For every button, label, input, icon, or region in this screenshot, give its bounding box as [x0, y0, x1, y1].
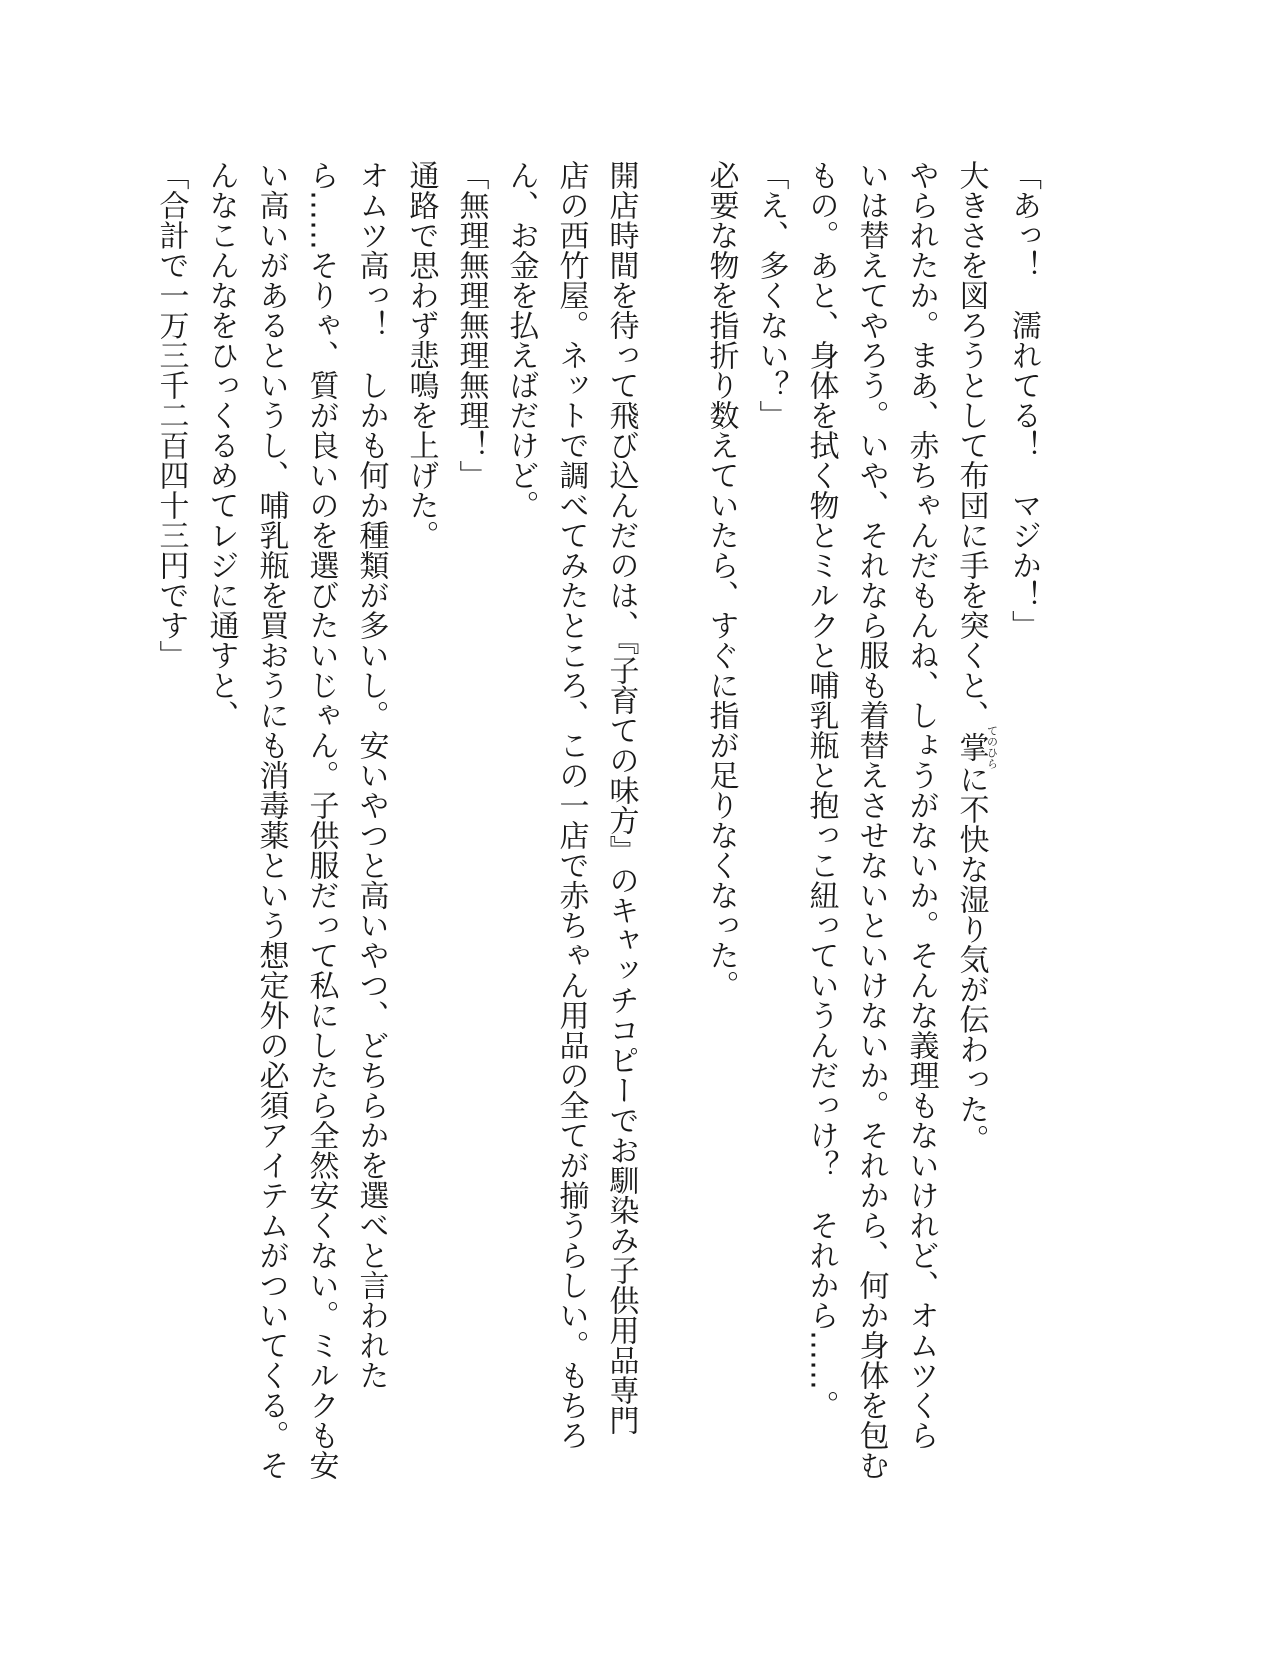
text-line: い高いがあるというし、哺乳瓶を買おうにも消毒薬という想定外の必須アイテムがついてくる。そ — [253, 160, 289, 1480]
text-line: 「え、多くない？」 — [753, 160, 789, 430]
blank-line — [646, 160, 696, 1460]
text-line: んなこんなをひっくるめてレジに通すと、 — [203, 160, 239, 730]
vertical-text-page — [148, 160, 1048, 1480]
text-line: 「合計で一万三千二百四十三円です」 — [153, 160, 189, 670]
ruby-base: 掌 — [953, 725, 989, 769]
text-line: ん、お金を払えばだけど。 — [503, 160, 539, 520]
text-line: 開店時間を待って飛び込んだのは、『子育ての味方』のキャッチコピーでお馴染み子供用品専門 — [603, 160, 639, 1435]
text-segment: に不快な湿り気が伝わった。 — [953, 764, 989, 1154]
text-line: 必要な物を指折り数えていたら、すぐに指が足りなくなった。 — [703, 160, 739, 1000]
text-line: 「あっ！ 濡れてる！ マジか！」 — [1006, 160, 1041, 640]
ruby-reading: てのひら — [985, 725, 999, 769]
text-line: やられたか。まあ、赤ちゃんだもんね、しょうがないか。そんな義理もないけれど、オムツくら — [903, 160, 939, 1450]
text-line: 通路で思わず悲鳴を上げた。 — [403, 160, 439, 550]
text-line: もの。あと、身体を拭く物とミルクと哺乳瓶と抱っこ紐っていうんだっけ？ それから……。 — [803, 160, 839, 1420]
text-segment: 大きさを図ろうとして布団に手を突くと、 — [953, 160, 989, 730]
text-line: 店の西竹屋。ネットで調べてみたところ、この一店で赤ちゃん用品の全てが揃うらしい。もちろ — [553, 160, 589, 1450]
text-line: 「無理無理無理無理！」 — [453, 160, 489, 490]
ruby-annotation — [953, 725, 999, 769]
text-line: オムツ高っ！ しかも何か種類が多いし。安いやつと高いやつ、どちらかを選べと言われた — [353, 160, 389, 1390]
text-line — [946, 160, 999, 1460]
text-line: ら……そりゃ、質が良いのを選びたいじゃん。子供服だって私にしたら全然安くない。ミルクも安 — [303, 160, 339, 1480]
text-line: いは替えてやろう。いや、それなら服も着替えさせないといけないか。それから、何か身体を包む — [853, 160, 889, 1480]
